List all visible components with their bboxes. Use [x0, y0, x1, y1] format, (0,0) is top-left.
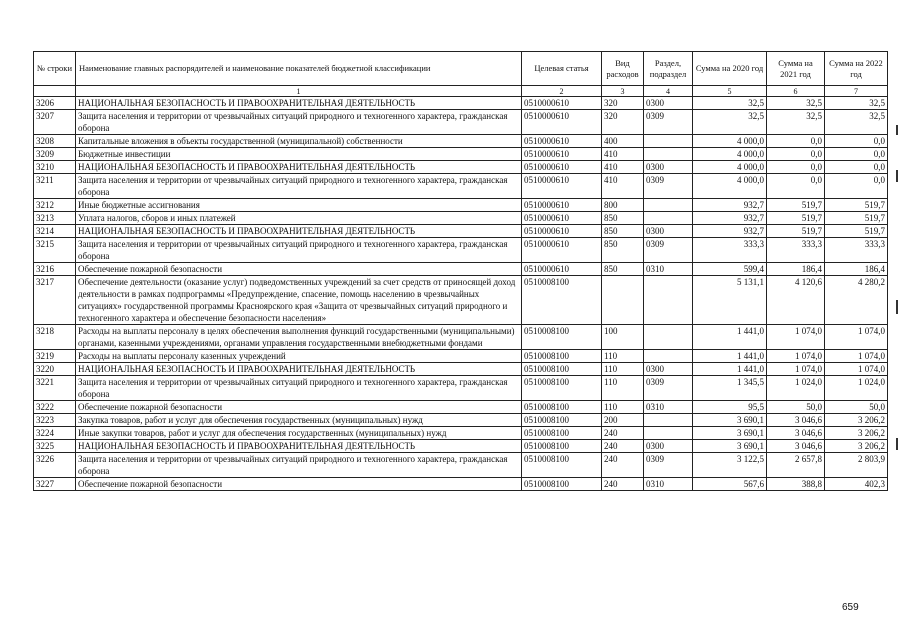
target-article-cell: 0510000610 [522, 238, 602, 263]
expense-type-cell: 240 [602, 453, 644, 478]
row-number-cell: 3215 [34, 238, 76, 263]
section-cell: 0309 [644, 110, 693, 135]
target-article-cell: 0510000610 [522, 148, 602, 161]
section-cell: 0300 [644, 225, 693, 238]
sum-2021-cell: 50,0 [767, 401, 825, 414]
row-name-cell: Обеспечение пожарной безопасности [76, 478, 522, 491]
expense-type-cell: 110 [602, 363, 644, 376]
sum-2022-cell: 1 074,0 [825, 325, 888, 350]
row-name-cell: Закупка товаров, работ и услуг для обеспечения государственных (муниципальных) нужд [76, 414, 522, 427]
table-row [34, 363, 888, 376]
row-number-cell: 3217 [34, 276, 76, 325]
section-cell: 0310 [644, 263, 693, 276]
sum-2021-cell: 1 074,0 [767, 363, 825, 376]
sum-2022-cell: 519,7 [825, 225, 888, 238]
sum-2021-cell: 3 046,6 [767, 427, 825, 440]
sum-2021-cell: 186,4 [767, 263, 825, 276]
table-row [34, 225, 888, 238]
sum-2021-cell: 32,5 [767, 97, 825, 110]
column-number: 7 [825, 86, 888, 97]
section-cell [644, 148, 693, 161]
row-number-cell: 3210 [34, 161, 76, 174]
section-cell: 0300 [644, 440, 693, 453]
sum-2020-cell: 95,5 [693, 401, 767, 414]
target-article-cell: 0510008100 [522, 453, 602, 478]
sum-2021-cell: 3 046,6 [767, 440, 825, 453]
target-article-cell: 0510008100 [522, 350, 602, 363]
row-name-cell: НАЦИОНАЛЬНАЯ БЕЗОПАСНОСТЬ И ПРАВООХРАНИТЕЛЬНАЯ ДЕЯТЕЛЬНОСТЬ [76, 363, 522, 376]
row-name-cell: Иные закупки товаров, работ и услуг для обеспечения государственных (муниципальных) нужд [76, 427, 522, 440]
row-name-cell: Защита населения и территории от чрезвычайных ситуаций природного и техногенного характера, гражданская оборона [76, 110, 522, 135]
table-row [34, 148, 888, 161]
sum-2020-cell: 3 690,1 [693, 440, 767, 453]
sum-2020-cell: 1 441,0 [693, 350, 767, 363]
section-cell: 0309 [644, 174, 693, 199]
target-article-cell: 0510000610 [522, 97, 602, 110]
column-number: 1 [76, 86, 522, 97]
section-cell [644, 427, 693, 440]
sum-2021-cell: 0,0 [767, 161, 825, 174]
section-cell [644, 414, 693, 427]
row-name-cell: Защита населения и территории от чрезвычайных ситуаций природного и техногенного характера, гражданская оборона [76, 376, 522, 401]
table-row [34, 110, 888, 135]
expense-type-cell: 800 [602, 199, 644, 212]
column-number: 4 [644, 86, 693, 97]
target-article-cell: 0510008100 [522, 325, 602, 350]
sum-2020-cell: 5 131,1 [693, 276, 767, 325]
sum-2020-cell: 599,4 [693, 263, 767, 276]
expense-type-cell: 850 [602, 225, 644, 238]
column-number: 5 [693, 86, 767, 97]
row-name-cell: Капитальные вложения в объекты государственной (муниципальной) собственности [76, 135, 522, 148]
sum-2022-cell: 32,5 [825, 110, 888, 135]
row-number-cell: 3206 [34, 97, 76, 110]
expense-type-cell: 410 [602, 161, 644, 174]
target-article-cell: 0510000610 [522, 225, 602, 238]
section-cell [644, 212, 693, 225]
sum-2021-cell: 1 074,0 [767, 350, 825, 363]
page-number: 659 [842, 602, 859, 613]
header-target-article: Целевая статья [522, 52, 602, 86]
target-article-cell: 0510000610 [522, 161, 602, 174]
target-article-cell: 0510000610 [522, 174, 602, 199]
row-name-cell: Обеспечение пожарной безопасности [76, 263, 522, 276]
column-number-blank [34, 86, 76, 97]
expense-type-cell: 850 [602, 212, 644, 225]
sum-2022-cell: 4 280,2 [825, 276, 888, 325]
sum-2020-cell: 932,7 [693, 199, 767, 212]
table-row [34, 212, 888, 225]
row-number-cell: 3209 [34, 148, 76, 161]
section-cell: 0300 [644, 161, 693, 174]
target-article-cell: 0510000610 [522, 263, 602, 276]
row-number-cell: 3222 [34, 401, 76, 414]
scan-edge-mark [896, 300, 898, 314]
target-article-cell: 0510008100 [522, 414, 602, 427]
sum-2021-cell: 1 074,0 [767, 325, 825, 350]
table-row [34, 453, 888, 478]
expense-type-cell: 320 [602, 97, 644, 110]
expense-type-cell: 200 [602, 414, 644, 427]
expense-type-cell: 400 [602, 135, 644, 148]
row-name-cell: Расходы на выплаты персоналу казенных учреждений [76, 350, 522, 363]
row-name-cell: Уплата налогов, сборов и иных платежей [76, 212, 522, 225]
sum-2020-cell: 32,5 [693, 110, 767, 135]
row-number-cell: 3227 [34, 478, 76, 491]
expense-type-cell: 100 [602, 325, 644, 350]
section-cell: 0300 [644, 363, 693, 376]
sum-2020-cell: 1 441,0 [693, 363, 767, 376]
target-article-cell: 0510008100 [522, 401, 602, 414]
section-cell [644, 135, 693, 148]
row-number-cell: 3208 [34, 135, 76, 148]
expense-type-cell: 850 [602, 263, 644, 276]
row-number-cell: 3225 [34, 440, 76, 453]
section-cell [644, 199, 693, 212]
sum-2020-cell: 4 000,0 [693, 148, 767, 161]
target-article-cell: 0510000610 [522, 212, 602, 225]
sum-2021-cell: 2 657,8 [767, 453, 825, 478]
row-name-cell: НАЦИОНАЛЬНАЯ БЕЗОПАСНОСТЬ И ПРАВООХРАНИТЕЛЬНАЯ ДЕЯТЕЛЬНОСТЬ [76, 161, 522, 174]
table-row [34, 350, 888, 363]
scan-edge-mark [896, 170, 898, 182]
row-name-cell: НАЦИОНАЛЬНАЯ БЕЗОПАСНОСТЬ И ПРАВООХРАНИТЕЛЬНАЯ ДЕЯТЕЛЬНОСТЬ [76, 225, 522, 238]
table-row [34, 135, 888, 148]
sum-2022-cell: 3 206,2 [825, 427, 888, 440]
section-cell: 0309 [644, 453, 693, 478]
expense-type-cell: 110 [602, 350, 644, 363]
sum-2022-cell: 519,7 [825, 212, 888, 225]
section-cell: 0309 [644, 238, 693, 263]
column-number-row [34, 86, 888, 97]
sum-2020-cell: 4 000,0 [693, 135, 767, 148]
sum-2022-cell: 1 074,0 [825, 350, 888, 363]
target-article-cell: 0510008100 [522, 276, 602, 325]
section-cell: 0310 [644, 401, 693, 414]
sum-2022-cell: 2 803,9 [825, 453, 888, 478]
expense-type-cell: 110 [602, 401, 644, 414]
sum-2021-cell: 4 120,6 [767, 276, 825, 325]
header-sum-2022: Сумма на 2022 год [825, 52, 888, 86]
row-name-cell: Защита населения и территории от чрезвычайных ситуаций природного и техногенного характера, гражданская оборона [76, 238, 522, 263]
row-name-cell: Иные бюджетные ассигнования [76, 199, 522, 212]
sum-2022-cell: 32,5 [825, 97, 888, 110]
expense-type-cell: 850 [602, 238, 644, 263]
scan-edge-mark [896, 125, 898, 135]
sum-2022-cell: 3 206,2 [825, 440, 888, 453]
header-name: Наименование главных распорядителей и наименование показателей бюджетной классификации [76, 52, 522, 86]
sum-2020-cell: 3 690,1 [693, 427, 767, 440]
sum-2022-cell: 186,4 [825, 263, 888, 276]
section-cell: 0309 [644, 376, 693, 401]
expense-type-cell: 410 [602, 148, 644, 161]
table-row [34, 440, 888, 453]
sum-2021-cell: 519,7 [767, 199, 825, 212]
sum-2020-cell: 32,5 [693, 97, 767, 110]
table-row [34, 276, 888, 325]
sum-2020-cell: 333,3 [693, 238, 767, 263]
sum-2022-cell: 1 074,0 [825, 363, 888, 376]
table-row [34, 478, 888, 491]
table-body [34, 97, 888, 491]
sum-2022-cell: 3 206,2 [825, 414, 888, 427]
budget-table [33, 51, 888, 491]
sum-2022-cell: 519,7 [825, 199, 888, 212]
row-number-cell: 3207 [34, 110, 76, 135]
target-article-cell: 0510008100 [522, 376, 602, 401]
target-article-cell: 0510008100 [522, 427, 602, 440]
row-name-cell: Обеспечение пожарной безопасности [76, 401, 522, 414]
sum-2021-cell: 0,0 [767, 148, 825, 161]
target-article-cell: 0510000610 [522, 135, 602, 148]
sum-2022-cell: 1 024,0 [825, 376, 888, 401]
table-row [34, 174, 888, 199]
expense-type-cell: 240 [602, 440, 644, 453]
scan-edge-mark [896, 438, 898, 450]
target-article-cell: 0510008100 [522, 440, 602, 453]
row-number-cell: 3226 [34, 453, 76, 478]
table-row [34, 401, 888, 414]
sum-2021-cell: 519,7 [767, 225, 825, 238]
sum-2020-cell: 1 441,0 [693, 325, 767, 350]
sum-2021-cell: 32,5 [767, 110, 825, 135]
row-number-cell: 3211 [34, 174, 76, 199]
column-number: 6 [767, 86, 825, 97]
sum-2021-cell: 388,8 [767, 478, 825, 491]
sum-2022-cell: 0,0 [825, 174, 888, 199]
table-row [34, 263, 888, 276]
sum-2020-cell: 4 000,0 [693, 161, 767, 174]
sum-2022-cell: 50,0 [825, 401, 888, 414]
expense-type-cell: 240 [602, 427, 644, 440]
header-row [34, 52, 888, 86]
row-number-cell: 3219 [34, 350, 76, 363]
table-row [34, 161, 888, 174]
column-number: 3 [602, 86, 644, 97]
sum-2022-cell: 333,3 [825, 238, 888, 263]
table-row [34, 199, 888, 212]
header-sum-2021: Сумма на 2021 год [767, 52, 825, 86]
table-row [34, 427, 888, 440]
sum-2020-cell: 932,7 [693, 212, 767, 225]
header-expense-type: Вид расходов [602, 52, 644, 86]
row-number-cell: 3216 [34, 263, 76, 276]
sum-2022-cell: 0,0 [825, 135, 888, 148]
table-row [34, 238, 888, 263]
header-sum-2020: Сумма на 2020 год [693, 52, 767, 86]
section-cell [644, 350, 693, 363]
table-row [34, 325, 888, 350]
row-number-cell: 3223 [34, 414, 76, 427]
row-number-cell: 3213 [34, 212, 76, 225]
target-article-cell: 0510008100 [522, 478, 602, 491]
sum-2021-cell: 0,0 [767, 135, 825, 148]
expense-type-cell [602, 276, 644, 325]
row-number-cell: 3218 [34, 325, 76, 350]
sum-2020-cell: 932,7 [693, 225, 767, 238]
row-name-cell: НАЦИОНАЛЬНАЯ БЕЗОПАСНОСТЬ И ПРАВООХРАНИТЕЛЬНАЯ ДЕЯТЕЛЬНОСТЬ [76, 97, 522, 110]
sum-2021-cell: 1 024,0 [767, 376, 825, 401]
table-row [34, 376, 888, 401]
sum-2021-cell: 0,0 [767, 174, 825, 199]
row-number-cell: 3224 [34, 427, 76, 440]
target-article-cell: 0510000610 [522, 199, 602, 212]
sum-2022-cell: 402,3 [825, 478, 888, 491]
section-cell: 0300 [644, 97, 693, 110]
row-number-cell: 3212 [34, 199, 76, 212]
expense-type-cell: 240 [602, 478, 644, 491]
sum-2021-cell: 3 046,6 [767, 414, 825, 427]
sum-2022-cell: 0,0 [825, 161, 888, 174]
expense-type-cell: 410 [602, 174, 644, 199]
sum-2020-cell: 1 345,5 [693, 376, 767, 401]
sum-2020-cell: 567,6 [693, 478, 767, 491]
section-cell [644, 325, 693, 350]
row-name-cell: НАЦИОНАЛЬНАЯ БЕЗОПАСНОСТЬ И ПРАВООХРАНИТЕЛЬНАЯ ДЕЯТЕЛЬНОСТЬ [76, 440, 522, 453]
row-name-cell: Бюджетные инвестиции [76, 148, 522, 161]
row-name-cell: Обеспечение деятельности (оказание услуг) подведомственных учреждений за счет средств от приносящей доход деятельности в рамках подпрограммы «Предупреждение, спасение, помощь населению в чрезвычайных ситуациях» государственной программы Красноярского края «Защита от чрезвычайных ситуаций природного и техногенного характера и обеспечение безопасности населения» [76, 276, 522, 325]
sum-2021-cell: 333,3 [767, 238, 825, 263]
sum-2020-cell: 4 000,0 [693, 174, 767, 199]
column-number: 2 [522, 86, 602, 97]
expense-type-cell: 110 [602, 376, 644, 401]
table-row [34, 414, 888, 427]
table-row [34, 97, 888, 110]
section-cell: 0310 [644, 478, 693, 491]
row-name-cell: Расходы на выплаты персоналу в целях обеспечения выполнения функций государственными (муниципальными) органами, казенными учреждениями, органами управления государственными внебюджетными фондами [76, 325, 522, 350]
target-article-cell: 0510000610 [522, 110, 602, 135]
expense-type-cell: 320 [602, 110, 644, 135]
row-name-cell: Защита населения и территории от чрезвычайных ситуаций природного и техногенного характера, гражданская оборона [76, 453, 522, 478]
row-number-cell: 3214 [34, 225, 76, 238]
sum-2020-cell: 3 122,5 [693, 453, 767, 478]
row-name-cell: Защита населения и территории от чрезвычайных ситуаций природного и техногенного характера, гражданская оборона [76, 174, 522, 199]
sum-2020-cell: 3 690,1 [693, 414, 767, 427]
sum-2021-cell: 519,7 [767, 212, 825, 225]
sum-2022-cell: 0,0 [825, 148, 888, 161]
target-article-cell: 0510008100 [522, 363, 602, 376]
row-number-cell: 3221 [34, 376, 76, 401]
header-row-number: № строки [34, 52, 76, 86]
row-number-cell: 3220 [34, 363, 76, 376]
header-section: Раздел, подраздел [644, 52, 693, 86]
section-cell [644, 276, 693, 325]
